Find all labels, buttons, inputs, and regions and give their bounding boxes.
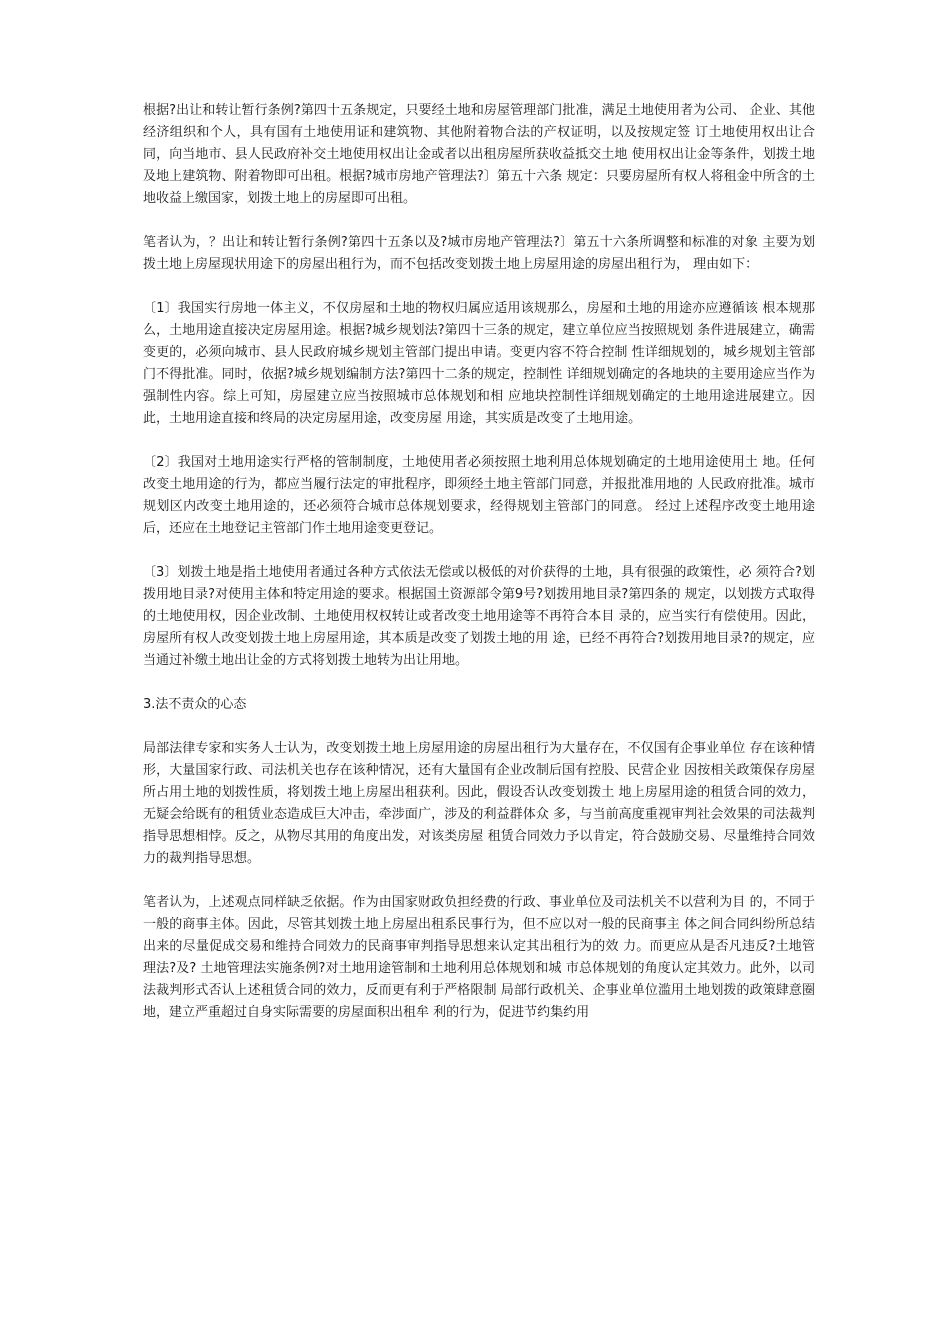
paragraph-3: 〔1〕我国实行房地一体主义，不仅房屋和土地的物权归属应适用该规那么，房屋和土地的用途亦应遵循该 根本规那么，土地用途直接决定房屋用途。根据?城乡规划法?第四十三条的规定，建立单位应当按照规划 条件进展建立，确需变更的，必须向城市、县人民政府城乡规划主管部门提出申请。变更内容不符合控制 性详细规划的，城乡规划主管部门不得批准。同时，依据?城乡规划编制方法?第四十二条的规定，控制性 详细规划确定的各地块的主要用途应当作为强制性内容。综上可知，房屋建立应当按照城市总体规划和相 应地块控制性详细规划确定的土地用途进展建立。因此，土地用途直接和终局的决定房屋用途，改变房屋 用途，其实质是改变了土地用途。 [143,301,815,426]
paragraph-7: 笔者认为，上述观点同样缺乏依据。作为由国家财政负担经费的行政、事业单位及司法机关不以营利为目 的，不同于一般的商事主体。因此，尽管其划拨土地上房屋出租系民事行为，但不应以对一般的民商事主 体之间合同纠纷所总结出来的尽量促成交易和维持合同效力的民商事审判指导思想来认定其出租行为的效 力。而更应从是否凡违反?土地管理法?及? 土地管理法实施条例?对土地用途管制和土地利用总体规划和城 市总体规划的角度认定其效力。此外，以司法裁判形式否认上述租赁合同的效力，反而更有利于严格限制 局部行政机关、企事业单位滥用土地划拨的政策肆意圈地，建立严重超过自身实际需要的房屋面积出租牟 利的行为，促进节约集约用 [143,895,815,1020]
document-body [143,100,815,1046]
paragraph-6: 局部法律专家和实务人士认为，改变划拨土地上房屋用途的房屋出租行为大量存在，不仅国有企事业单位 存在该种情形，大量国家行政、司法机关也存在该种情况，还有大量国有企业改制后国有控股、民营企业 因按相关政策保存房屋所占用土地的划拨性质，将划拨土地上房屋出租获利。因此，假设否认改变划拨土 地上房屋用途的租赁合同的效力，无疑会给既有的租赁业态造成巨大冲击，牵涉面广，涉及的利益群体众 多，与当前高度重视审判社会效果的司法裁判指导思想相悖。反之，从物尽其用的角度出发，对该类房屋 租赁合同效力予以肯定，符合鼓励交易、尽量维持合同效力的裁判指导思想。 [143,741,815,866]
paragraph-1: 根据?出让和转让暂行条例?第四十五条规定，只要经土地和房屋管理部门批准，满足土地使用者为公司、 企业、其他经济组织和个人，具有国有土地使用证和建筑物、其他附着物合法的产权证明，以及按规定签 订土地使用权出让合同，向当地市、县人民政府补交土地使用权出让金或者以出租房屋所获收益抵交土地 使用权出让金等条件，划拨土地及地上建筑物、附着物即可出租。根据?城市房地产管理法?〕第五十六条 规定：只要房屋所有权人将租金中所含的土地收益上缴国家，划拨土地上的房屋即可出租。 [143,103,815,206]
paragraph-4: 〔2〕我国对土地用途实行严格的管制制度，土地使用者必须按照土地利用总体规划确定的土地用途使用土 地。任何改变土地用途的行为，都应当履行法定的审批程序，即须经土地主管部门同意，并报批准用地的 人民政府批准。城市规划区内改变土地用途的，还必须符合城市总体规划要求，经得规划主管部门的同意。 经过上述程序改变土地用途后，还应在土地登记主管部门作土地用途变更登记。 [143,455,815,536]
paragraph-2: 笔者认为，？出让和转让暂行条例?第四十五条以及?城市房地产管理法?〕第五十六条所调整和标准的对象 主要为划拨土地上房屋现状用途下的房屋出租行为，而不包括改变划拨土地上房屋用途的房屋出租行为， 理由如下： [143,235,815,272]
section-heading: 3.法不责众的心态 [143,697,247,712]
paragraph-5: 〔3〕划拨土地是指土地使用者通过各种方式依法无偿或以极低的对价获得的土地，具有很强的政策性，必 须符合?划拨用地目录?对使用主体和特定用途的要求。根据国土资源部令第9号?划拨用地目录?第四条的 规定，以划拨方式取得的土地使用权，因企业改制、土地使用权权转让或者改变土地用途等不再符合本目 录的，应当实行有偿使用。因此，房屋所有权人改变划拨土地上房屋用途，其本质是改变了划拨土地的用 途，已经不再符合?划拨用地目录?的规定，应当通过补缴土地出让金的方式将划拨土地转为出让用地。 [143,565,815,668]
